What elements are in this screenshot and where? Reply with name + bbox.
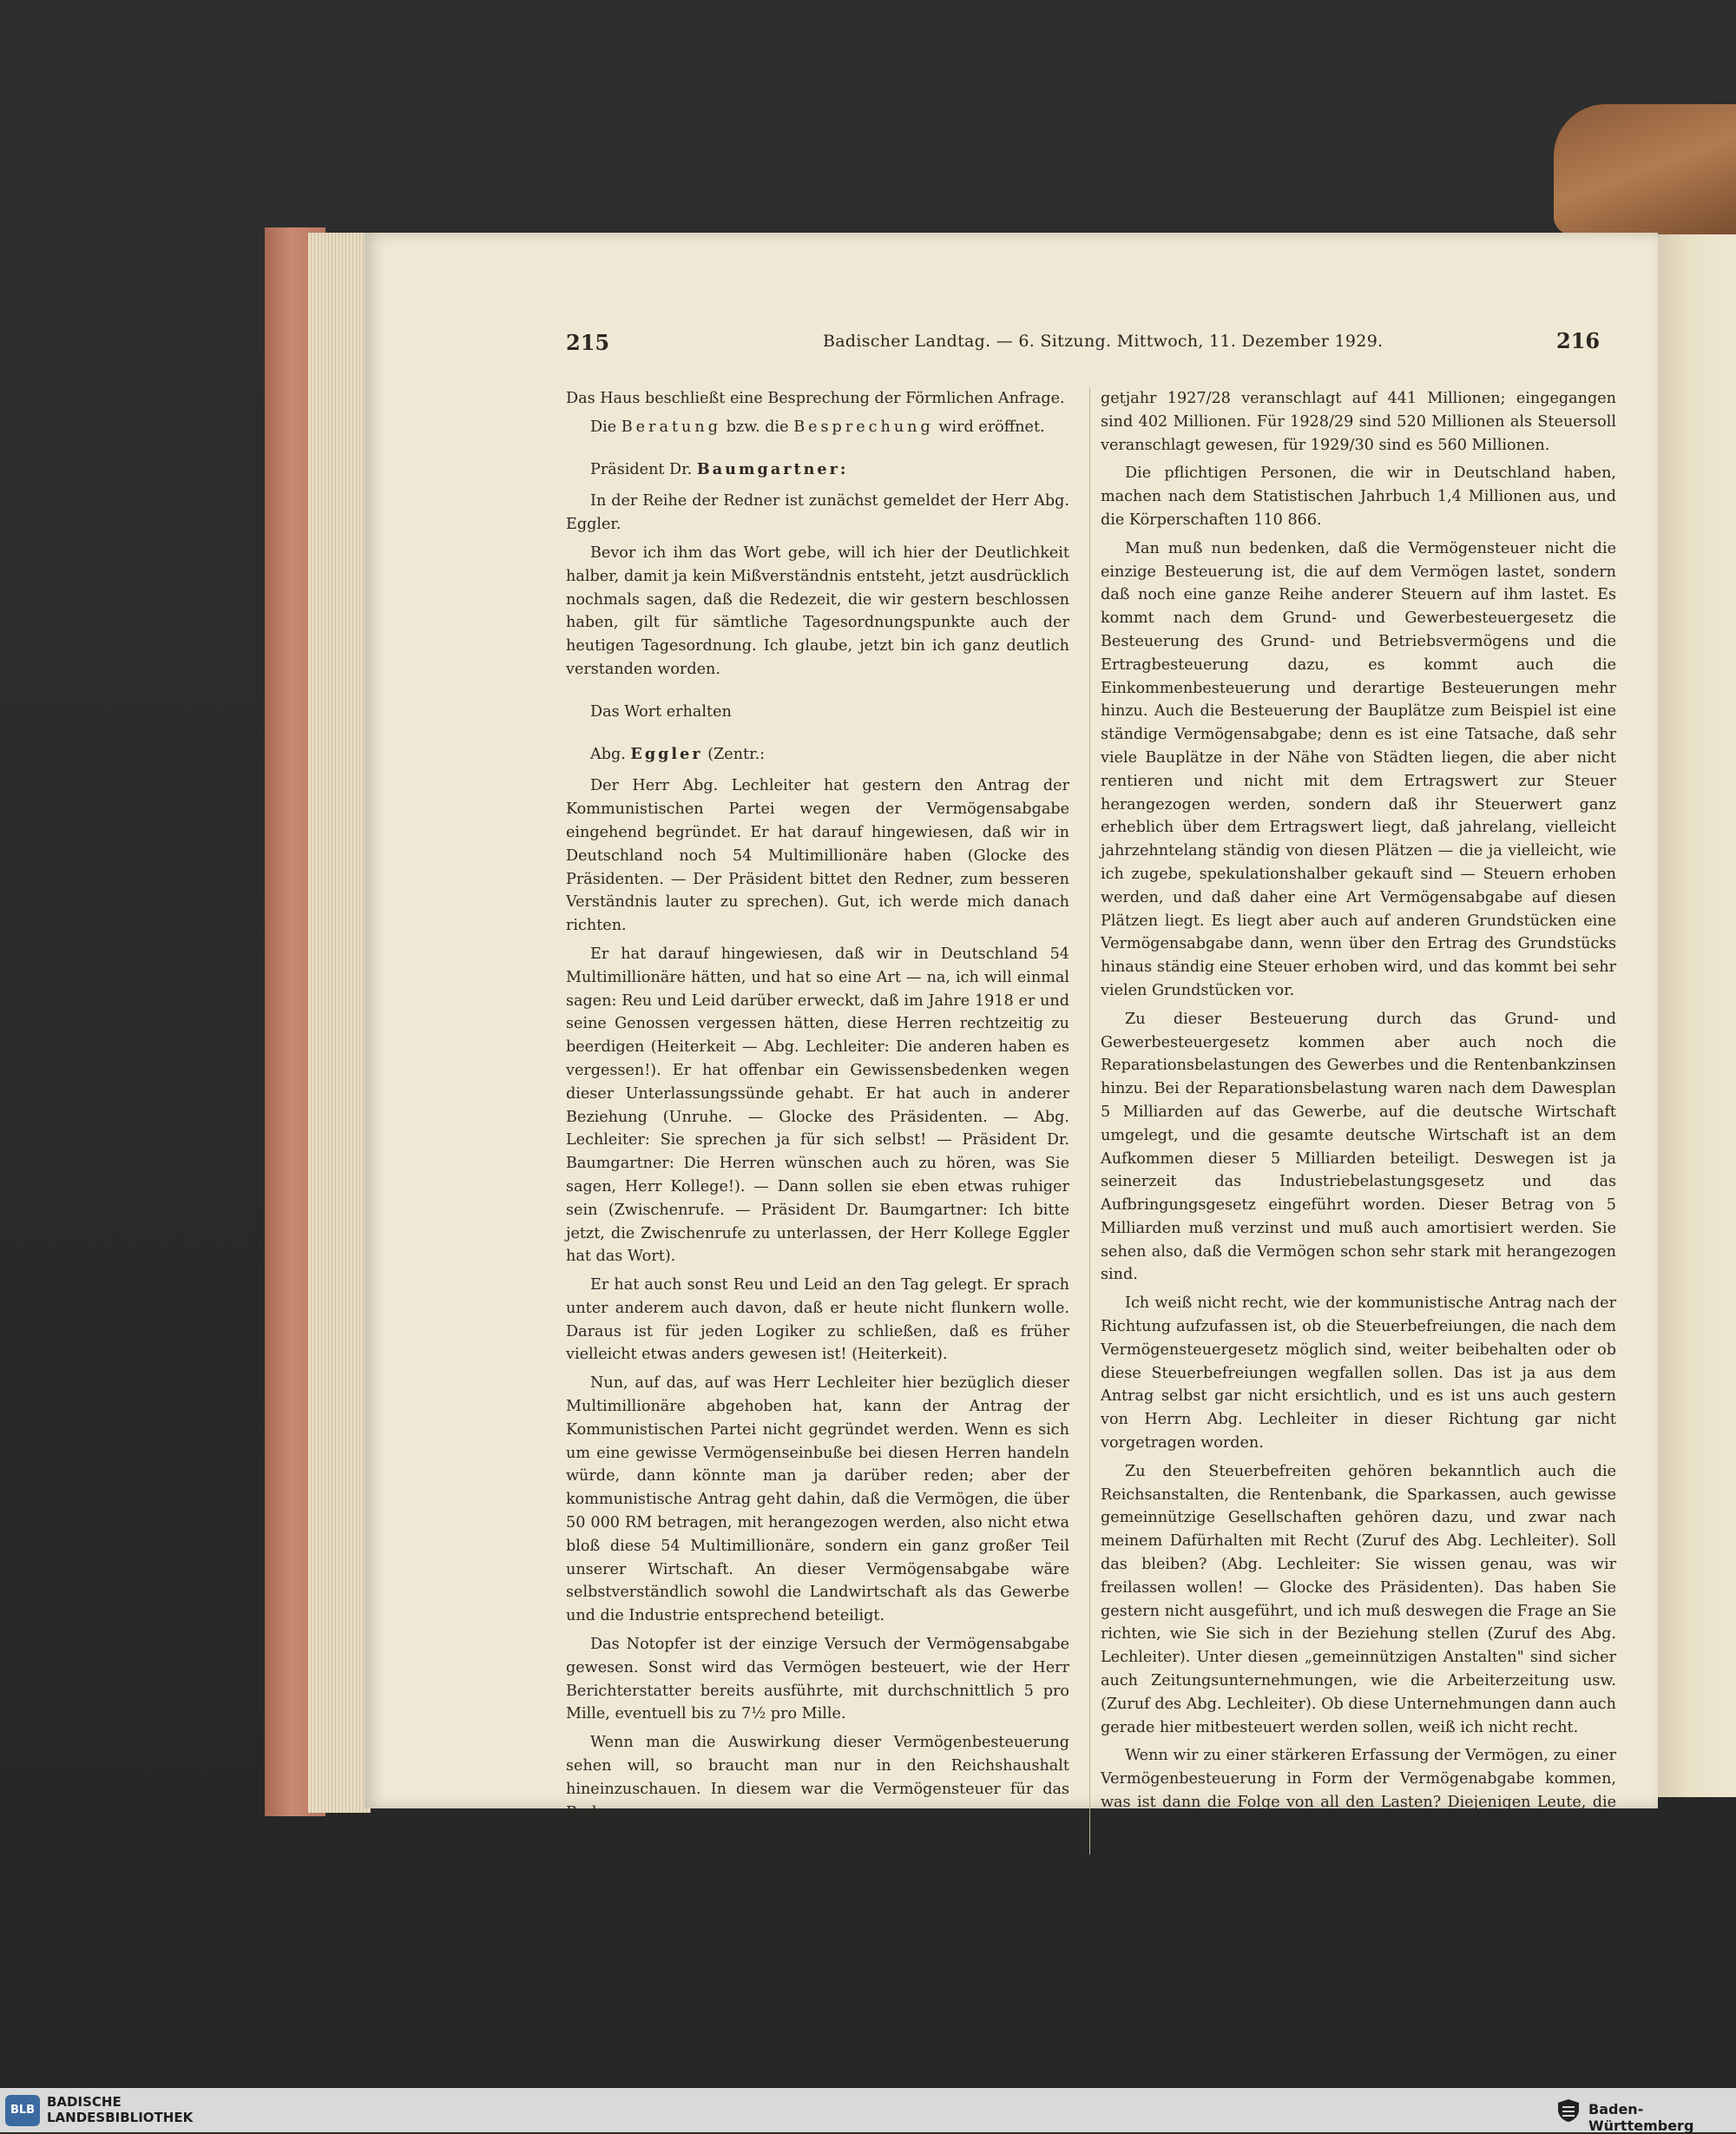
- speaker-heading: Abg. Eggler (Zentr.:: [590, 744, 766, 763]
- facing-page-edge: [1658, 234, 1736, 1797]
- speaker-heading: Präsident Dr. Baumgartner:: [590, 459, 849, 478]
- paragraph: Nun, auf das, auf was Herr Lechleiter hier bezüglich dieser Multimillionäre abgehoben hat, kann der Antrag der Kommunistischen Partei nicht gegründet werden. Wenn es sich um eine gewisse Vermögenseinbuße bei diesen Herren handeln würde, dann könnte man ja darüber reden; aber der kommunistische Antrag geht dahin, daß die Vermögen, die über 50 000 RM betragen, mit herangezogen werden, also nicht etwa bloß diese 54 Multimillionäre, sondern ein ganz großer Teil unserer Wirtschaft. An dieser Vermögensabgabe wäre selbstverständlich sowohl die Landwirtschaft als das Gewerbe und die Industrie entsprechend beteiligt.: [566, 1374, 1069, 1625]
- paragraph: Der Herr Abg. Lechleiter hat gestern den Antrag der Kommunistischen Partei wegen der Vermögensabgabe eingehend begründet. Er hat darauf hingewiesen, daß wir in Deutschland noch 54 Multimillionäre haben (Glocke des Präsidenten. — Der Präsident bittet den Redner, zum besseren Verständnis lauter zu sprechen). Gut, ich werde mich danach richten.: [566, 777, 1069, 935]
- page-stack: [308, 233, 371, 1813]
- paragraph: Man muß nun bedenken, daß die Vermögensteuer nicht die einzige Besteuerung ist, die auf dem Vermögen lastet, sondern daß noch eine ganze Reihe anderer Steuern auf ihm lastet. Es kommt nach dem Grund- und Gewerbesteuergesetz die Besteuerung des Grund- und Betriebsvermögens und die Ertragbesteuerung dazu, es kommt auch die Einkommenbesteuerung und derartige Besteuerungen mehr hinzu. Auch die Besteuerung der Bauplätze zum Beispiel ist eine ständige Vermögensabgabe; denn es ist eine Tatsache, daß sehr viele Bauplätze in der Nähe von Städten liegen, die aber nicht rentieren und nicht mit dem Ertragswert zur Steuer herangezogen werden, sondern daß ihr Steuerwert ganz erheblich über dem Ertragswert liegt, daß jahrelang, vielleicht jahrzehntelang ständig von diesen Plätzen — die ja vielleicht, wie ich zugebe, spekulationshalber gekauft sind — Steuern erhoben werden, und daß daher eine Art Vermögensabgabe auf diesen Plätzen liegt. Es liegt aber auch auf anderen Grundstücken eine Vermögensabgabe dann, wenn über den Ertrag des Grundstücks hinaus ständig eine Steuer erhoben wird, und das kommt bei sehr vielen Grundstücken vor.: [1101, 539, 1616, 999]
- coat-of-arms-icon: [1555, 2098, 1581, 2124]
- section-note: Das Wort erhalten: [590, 702, 732, 721]
- library-name[interactable]: BADISCHE LANDESBIBLIOTHEK: [47, 2094, 194, 2125]
- book-strap: [1554, 104, 1736, 234]
- paragraph: Zu den Steuerbefreiten gehören bekanntlich auch die Reichsanstalten, die Rentenbank, die Sparkassen, auch gewisse gemeinnützige Gesellschaften gehören dazu, und zwar nach meinem Dafürhalten mit Recht (Zuruf des Abg. Lechleiter). Soll das bleiben? (Abg. Lechleiter: Sie wissen genau, was wir freilassen wollen! — Glocke des Präsidenten). Das haben Sie gestern nicht ausgeführt, und ich muß deswegen die Frage an Sie richten, wie Sie sich in der Beziehung stellen (Zuruf des Abg. Lechleiter). Unter diesen „gemeinnützigen Anstalten" sind sicher auch Zeitungsunternehmungen, wie die Arbeiterzeitung usw. (Zuruf des Abg. Lechleiter). Ob diese Unternehmungen dann auch gerade hier mitbesteuert werden sollen, weiß ich nicht recht.: [1101, 1462, 1616, 1736]
- footer-bar: [0, 2088, 1736, 2132]
- page-header: [0, 330, 1736, 365]
- paragraph: Wenn man die Auswirkung dieser Vermögenbesteuerung sehen will, so braucht man nur in den Reichshaushalt hineinzuschauen. In diesem war die Vermögensteuer für das Bud-: [566, 1734, 1069, 1821]
- running-title: Badischer Landtag. — 6. Sitzung. Mittwoch, 11. Dezember 1929.: [823, 332, 1384, 351]
- paragraph: Bevor ich ihm das Wort gebe, will ich hier der Deutlichkeit halber, damit ja kein Mißverständnis entsteht, jetzt ausdrücklich nochmals sagen, daß die Redezeit, die wir gestern beschlossen haben, gilt für sämtliche Tagesordnungspunkte auch der heutigen Tagesordnung. Ich glaube, jetzt bin ich ganz deutlich verstanden worden.: [566, 543, 1069, 678]
- right-column: [1101, 387, 1616, 1866]
- paragraph: Die pflichtigen Personen, die wir in Deutschland haben, machen nach dem Statistischen Jahrbuch 1,4 Millionen aus, und die Körperschaften 110 866.: [1101, 464, 1616, 529]
- left-column: [566, 387, 1069, 1829]
- page-number-right: 216: [1556, 328, 1601, 353]
- paragraph: In der Reihe der Redner ist zunächst gemeldet der Herr Abg. Eggler.: [566, 492, 1069, 534]
- paragraph: Zu dieser Besteuerung durch das Grund- und Gewerbesteuergesetz kommen aber auch noch die Reparationsbelastungen des Gewerbes und die Rentenbankzinsen hinzu. Bei der Reparationsbelastung waren nach dem Dawesplan 5 Milliarden auf das Gewerbe, auf die deutsche Wirtschaft umgelegt, und die gesamte deutsche Wirtschaft ist an dem Aufkommen dieser 5 Milliarden beteiligt. Deswegen ist ja seinerzeit das Industriebelastungsgesetz und das Aufbringungsgesetz eingeführt worden. Dieser Betrag von 5 Milliarden muß verzinst und muß auch amortisiert werden. Sie sehen also, daß die Vermögen schon sehr stark mit herangezogen sind.: [1101, 1010, 1616, 1284]
- column-divider: [1089, 387, 1090, 1854]
- paragraph: getjahr 1927/28 veranschlagt auf 441 Millionen; eingegangen sind 402 Millionen. Für 1928/29 sind 520 Millionen als Steuersoll veranschlagt gewesen, für 1929/30 sind es 560 Millionen.: [1101, 390, 1616, 454]
- blb-logo-icon[interactable]: BLB: [5, 2095, 40, 2126]
- paragraph: Wenn wir zu einer stärkeren Erfassung der Vermögen, zu einer Vermögenbesteuerung in Form der Vermögenabgabe kommen, was ist dann die Folge von all den Lasten? Diejenigen Leute, die Grund und Boden haben, können sich selbstverständlich der Besteuerung und der Erhebung dieser Ver-: [1101, 1747, 1616, 1858]
- paragraph: Er hat darauf hingewiesen, daß wir in Deutschland 54 Multimillionäre hätten, und hat so eine Art — na, ich will einmal sagen: Reu und Leid darüber erweckt, daß im Jahre 1918 er und seine Genossen vergessen hätten, diese Herren rechtzeitig zu beerdigen (Heiterkeit — Abg. Lechleiter: Die anderen haben es vergessen!). Er hat offenbar ein Gewissensbedenken wegen dieser Unterlassungssünde gehabt. Er hat auch in anderer Beziehung (Unruhe. — Glocke des Präsidenten. — Abg. Lechleiter: Sie sprechen ja für sich selbst! — Präsident Dr. Baumgartner: Die Herren wünschen auch zu hören, was Sie sagen, Herr Kollege!). — Dann sollen sie eben etwas ruhiger sein (Zwischenrufe. — Präsident Dr. Baumgartner: Ich bitte jetzt, die Zwischenrufe zu unterlassen, der Herr Kollege Eggler hat das Wort).: [566, 945, 1069, 1266]
- paragraph: Er hat auch sonst Reu und Leid an den Tag gelegt. Er sprach unter anderem auch davon, daß er heute nicht flunkern wolle. Daraus ist für jeden Logiker zu schließen, daß es früher vielleicht etwas anders gewesen ist! (Heiterkeit).: [566, 1276, 1069, 1364]
- page-number-left: 215: [566, 330, 610, 355]
- paragraph: Ich weiß nicht recht, wie der kommunistische Antrag nach der Richtung aufzufassen ist, ob die Steuerbefreiungen, die nach dem Vermögensteuergesetz möglich sind, weiter beibehalten oder ob diese Steuerbefreiungen wegfallen sollen. Das ist ja aus dem Antrag selbst gar nicht ersichtlich, und es ist uns auch gestern von Herrn Abg. Lechleiter in dieser Richtung gar nicht vorgetragen worden.: [1101, 1294, 1616, 1452]
- state-name[interactable]: Baden-Württemberg: [1588, 2101, 1694, 2134]
- paragraph: Das Haus beschließt eine Besprechung der Förmlichen Anfrage.: [566, 390, 1065, 407]
- paragraph: Die Beratung bzw. die Besprechung wird eröffnet.: [590, 418, 1045, 436]
- paragraph: Das Notopfer ist der einzige Versuch der Vermögensabgabe gewesen. Sonst wird das Vermögen besteuert, wie der Herr Berichterstatter bereits ausführte, mit durchschnittlich 5 pro Mille, eventuell bis zu 7½ pro Mille.: [566, 1636, 1069, 1723]
